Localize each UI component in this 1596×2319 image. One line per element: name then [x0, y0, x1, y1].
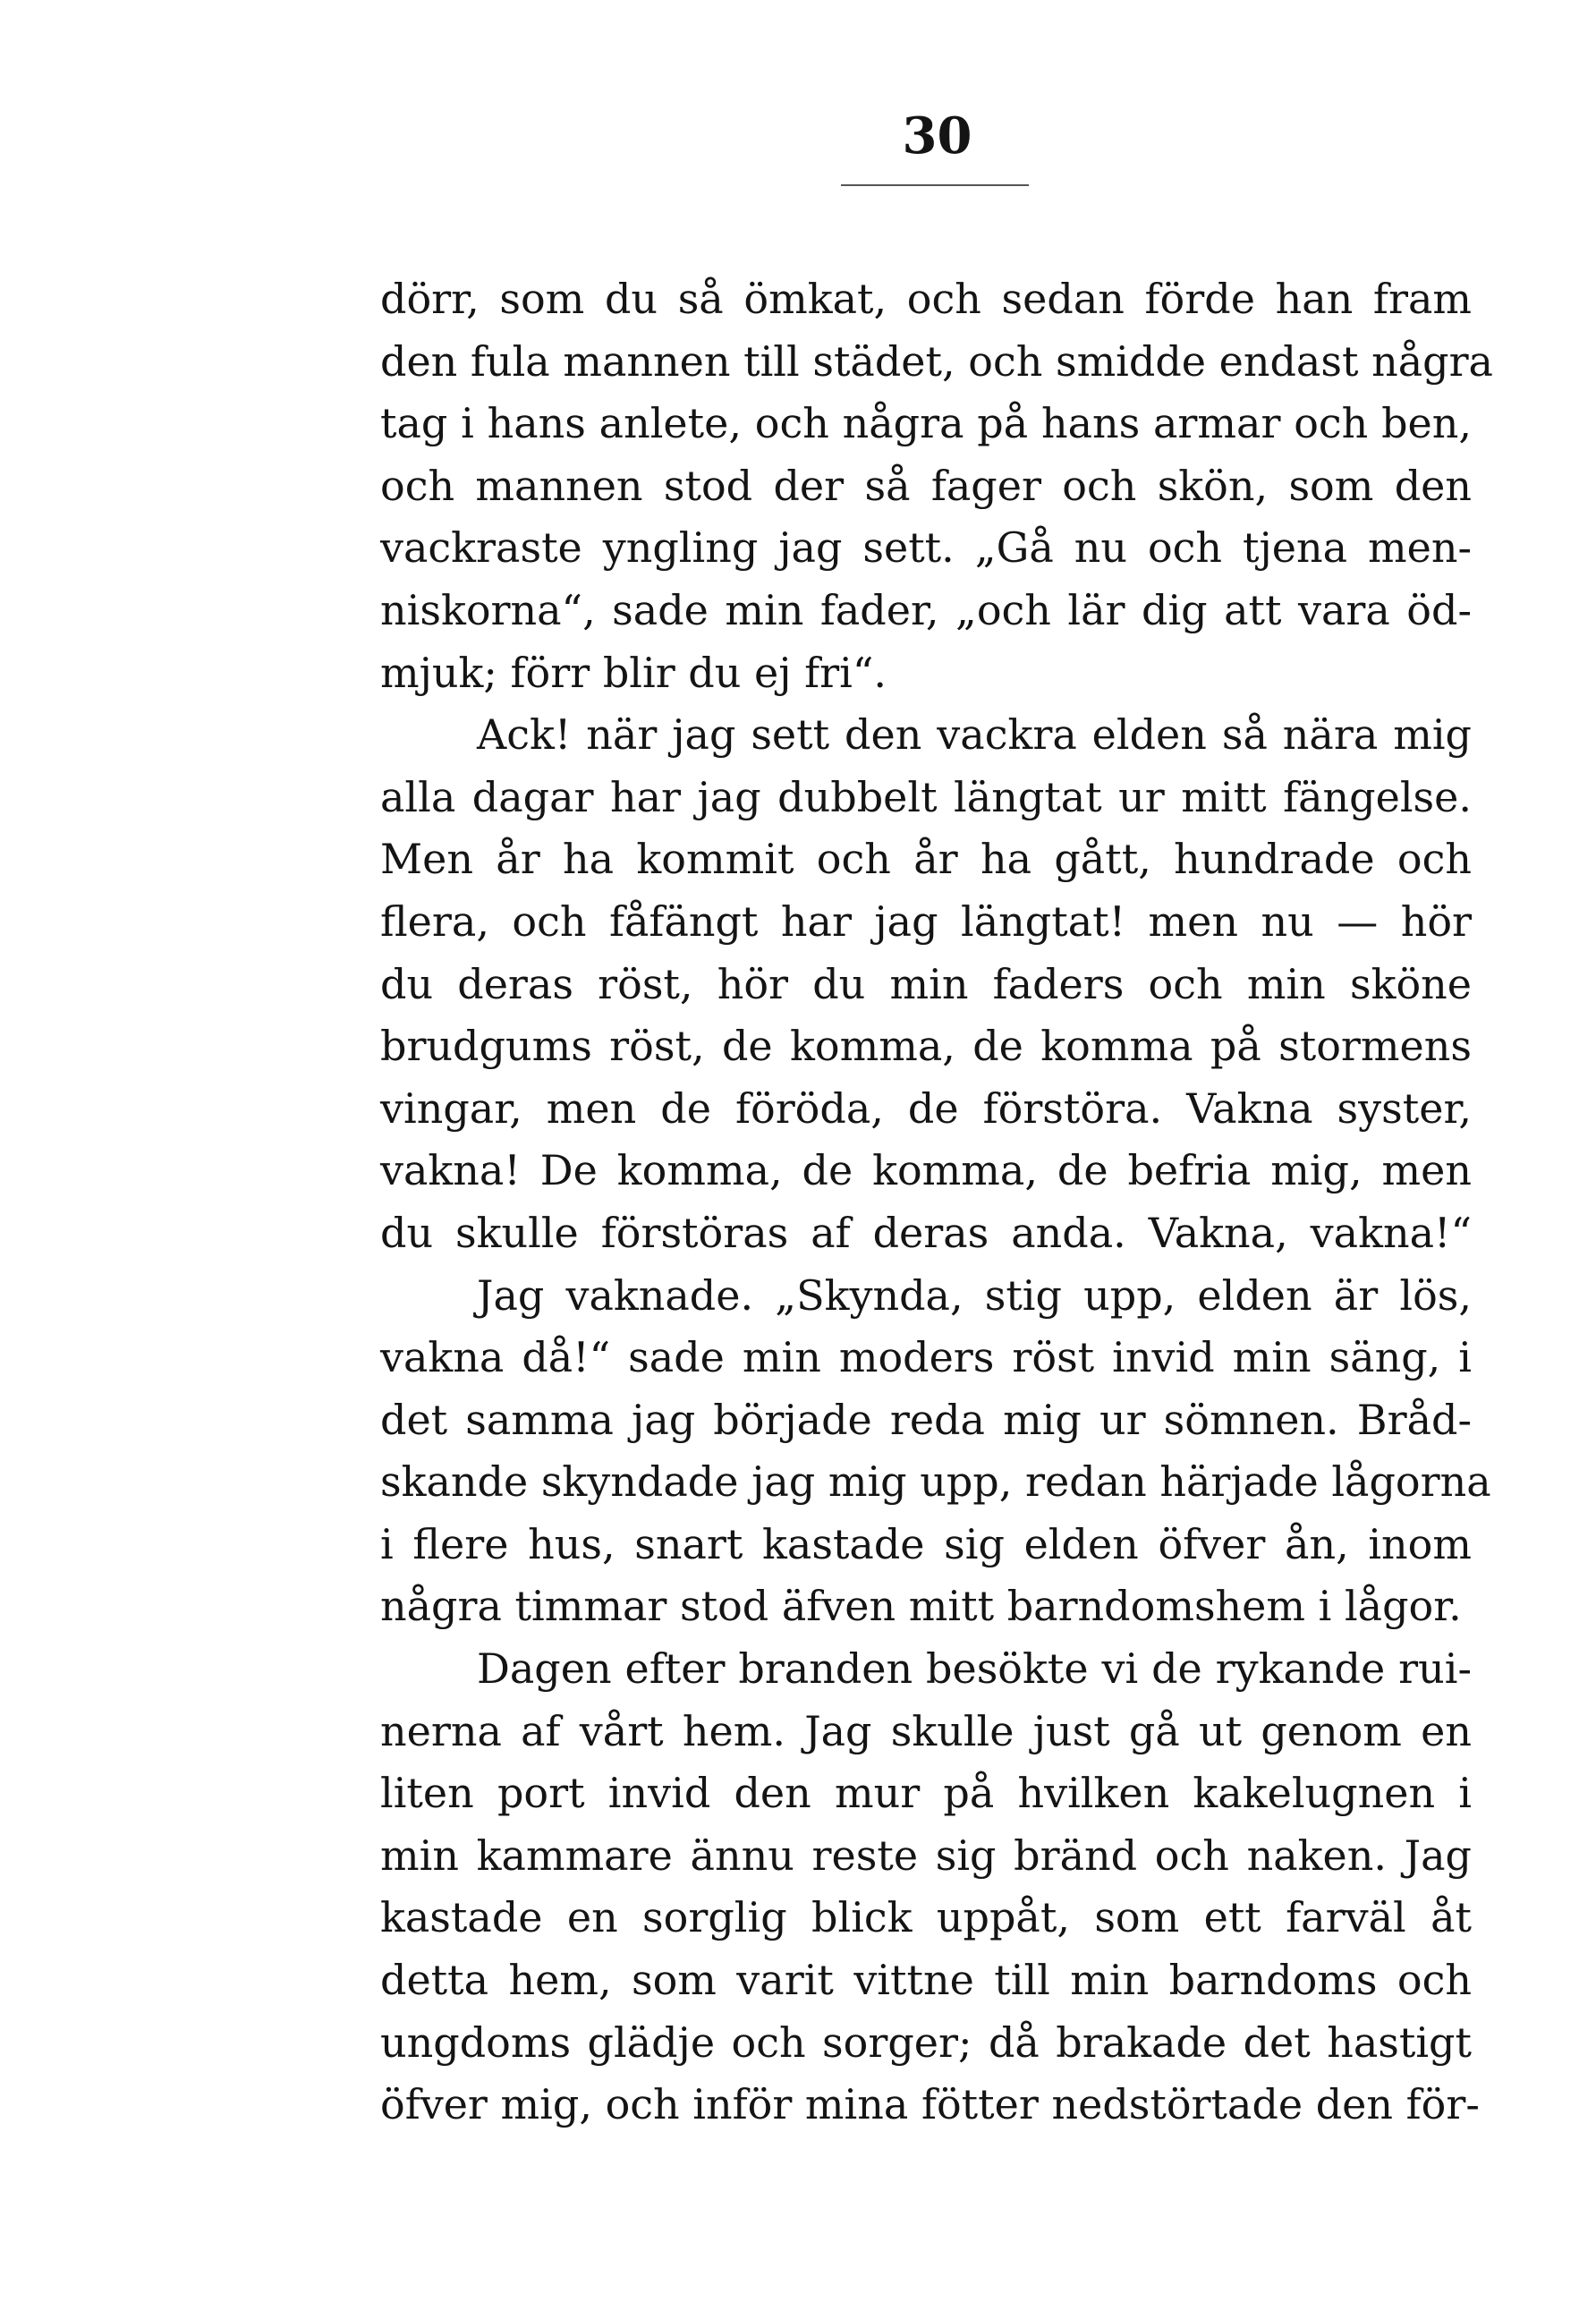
- text-line: i flere hus, snart kastade sig elden öfver ån, inom: [380, 1519, 1472, 1568]
- text-line: dörr, som du så ömkat, och sedan förde han fram: [380, 275, 1472, 323]
- text-line: den fula mannen till städet, och smidde endast några: [380, 336, 1493, 386]
- text-line: detta hem, som varit vittne till min barndoms och: [380, 1956, 1472, 2005]
- text-line: niskorna“, sade min fader, „och lär dig att vara öd-: [380, 585, 1472, 634]
- text-line: det samma jag började reda mig ur sömnen. Bråd-: [380, 1395, 1472, 1444]
- text-line: vackraste yngling jag sett. „Gå nu och tjena men-: [380, 523, 1472, 573]
- text-line: Men år ha kommit och år ha gått, hundrade och: [380, 835, 1472, 884]
- text-line: brudgums röst, de komma, de komma på stormens: [380, 1022, 1472, 1071]
- text-line: tag i hans anlete, och några på hans armar och ben,: [380, 399, 1472, 448]
- text-line: några timmar stod äfven mitt barndomshem i lågor.: [380, 1582, 1462, 1631]
- text-line: Dagen efter branden besökte vi de rykande rui-: [477, 1644, 1472, 1694]
- body-text: [380, 268, 1493, 2136]
- text-line: skande skyndade jag mig upp, redan härjade lågorna: [380, 1457, 1491, 1507]
- text-line: och mannen stod der så fager och skön, som den: [380, 461, 1472, 510]
- text-line: Ack! när jag sett den vackra elden så nära mig: [477, 710, 1472, 760]
- text-line: du deras röst, hör du min faders och min sköne: [380, 959, 1472, 1008]
- text-line: vakna! De komma, de komma, de befria mig, men: [380, 1146, 1472, 1195]
- header-rule: [841, 184, 1029, 186]
- text-line: kastade en sorglig blick uppåt, som ett farväl åt: [380, 1893, 1472, 1942]
- text-line: Jag vaknade. „Skynda, stig upp, elden är lös,: [477, 1270, 1472, 1320]
- text-line: du skulle förstöras af deras anda. Vakna, vakna!“: [380, 1208, 1472, 1257]
- text-line: nerna af vårt hem. Jag skulle just gå ut genom en: [380, 1706, 1472, 1755]
- text-line: ungdoms glädje och sorger; då brakade det hastigt: [380, 2017, 1472, 2067]
- page-number: 30: [902, 106, 972, 166]
- text-line: öfver mig, och inför mina fötter nedstörtade den för-: [380, 2080, 1480, 2129]
- text-line: vingar, men de föröda, de förstöra. Vakna syster,: [380, 1083, 1472, 1133]
- text-line: alla dagar har jag dubbelt längtat ur mitt fängelse.: [380, 772, 1472, 821]
- text-line: liten port invid den mur på hvilken kakelugnen i: [380, 1769, 1472, 1818]
- text-line: vakna då!“ sade min moders röst invid min säng, i: [380, 1333, 1472, 1382]
- text-line: flera, och fåfängt har jag längtat! men nu — hör: [380, 896, 1472, 946]
- text-line: mjuk; förr blir du ej fri“.: [380, 648, 887, 697]
- text-line: min kammare ännu reste sig bränd och naken. Jag: [380, 1831, 1472, 1880]
